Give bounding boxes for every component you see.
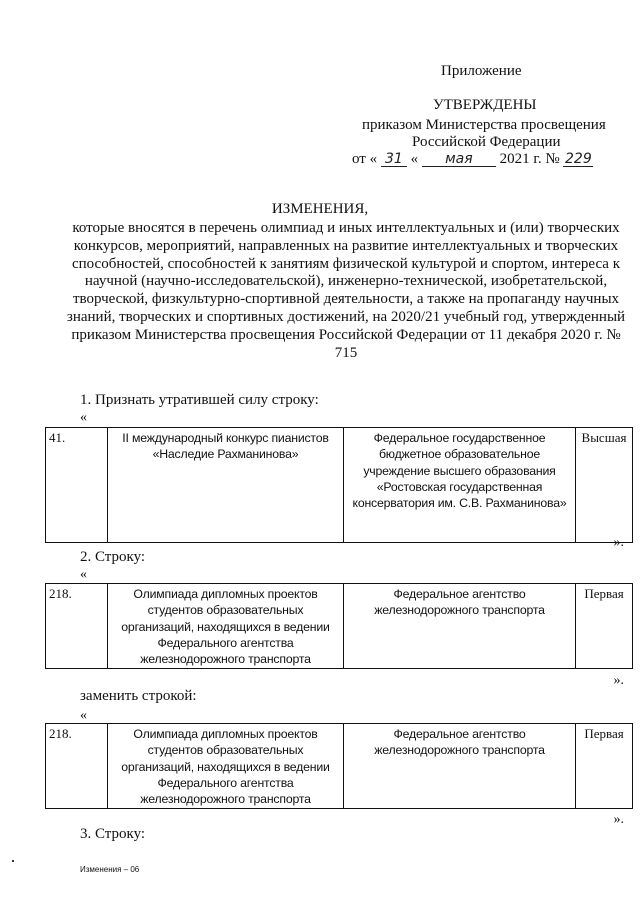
page-footer: Изменения – 06 [80,865,140,874]
order-line: приказом Министерства просвещения [362,117,606,133]
document-title: ИЗМЕНЕНИЯ, [271,201,369,217]
order-date-line [352,151,593,168]
open-quote: « [80,410,87,425]
date-mid: « [410,151,419,167]
close-quote: ». [613,673,624,688]
row-number: 41. [46,428,108,543]
event-level: Высшая [576,428,633,543]
row-number: 218. [46,724,108,809]
handwritten-order-number: 229 [565,151,592,167]
event-organizer: Федеральное агентство железнодорожного транспорта [344,724,576,809]
event-organizer: Федеральное агентство железнодорожного транспорта [344,584,576,669]
event-name: Олимпиада дипломных проектов студентов образовательных организаций, находящихся в ведении Федерального агентства железнодорожного транспорта [108,724,344,809]
table-row [45,723,633,809]
ministry-line: Российской Федерации [412,134,561,150]
replace-heading: заменить строкой: [80,688,197,704]
row-number: 218. [46,584,108,669]
event-name: Олимпиада дипломных проектов студентов образовательных организаций, находящихся в ведении Федерального агентства железнодорожного транспорта [108,584,344,669]
event-level: Первая [576,724,633,809]
date-prefix: от « [352,151,378,167]
document-preamble: которые вносятся в перечень олимпиад и иных интеллектуальных и (или) творческих конкурсов, мероприятий, направленных на развитие интеллектуальных и творческих способностей, способностей к занятиям физической культурой и спортом, интереса к научной (научно-исследовательской), инженерно-технической, изобретательской, творческой, физкультурно-спортивной деятельности, а также на пропаганду научных знаний, творческих и спортивных достижений, на 2020/21 учебный год, утвержденный приказом Министерства просвещения Российской Федерации от 11 декабря 2020 г. № 715 [66,220,626,361]
year-text: 2021 г. № [499,151,560,167]
appendix-label: Приложение [441,63,522,79]
event-name: II международный конкурс пианистов «Наследие Рахманинова» [108,428,344,543]
close-quote: ». [613,812,624,827]
approved-label: УТВЕРЖДЕНЫ [433,97,537,113]
section-3-heading: 3. Строку: [80,826,146,842]
open-quote: « [80,708,87,723]
open-quote: « [80,567,87,582]
scan-dot [12,860,14,862]
table-row [45,427,633,543]
event-organizer: Федеральное государственное бюджетное образовательное учреждение высшего образования «Ростовская государственная консерватория им. С.В. Рахманинова» [344,428,576,543]
handwritten-month: мая [422,152,496,167]
table-row [45,583,633,669]
close-quote: ». [613,535,624,550]
section-2-heading: 2. Строку: [80,549,146,565]
handwritten-day: 31 [381,152,407,167]
section-1-heading: 1. Признать утратившей силу строку: [80,392,319,408]
event-level: Первая [576,584,633,669]
